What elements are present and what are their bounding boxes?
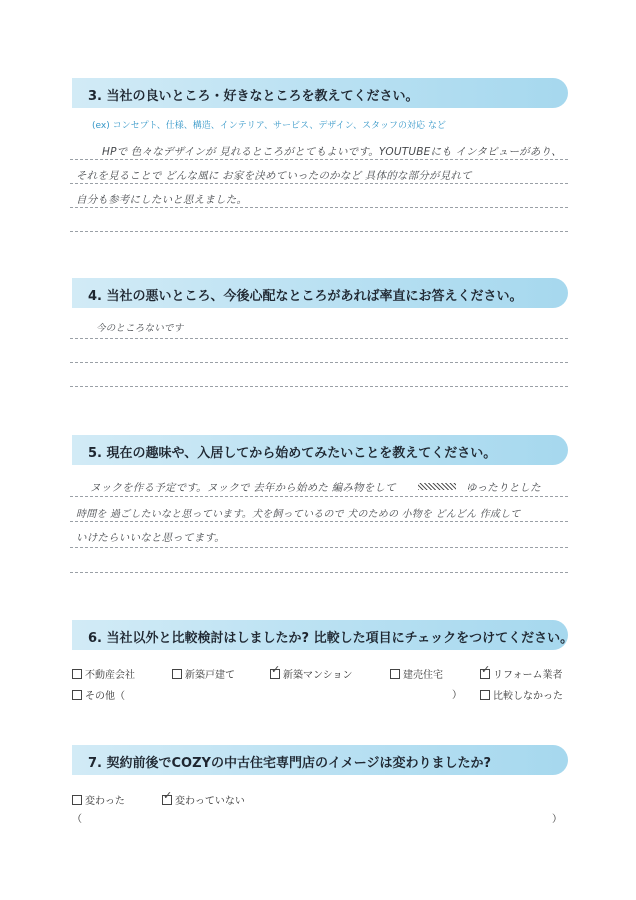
option-new-house[interactable] <box>172 666 235 681</box>
option-label: 建売住宅 <box>403 670 443 681</box>
option-label: 比較しなかった <box>493 691 563 702</box>
question-6-header <box>72 620 574 650</box>
question-5-answer-line-3: いけたらいいなと思ってます。 <box>76 532 225 544</box>
checkbox-checked[interactable] <box>162 795 172 805</box>
reason-close-paren: ） <box>552 814 562 825</box>
question-3-answer-line-2: それを見ることで どんな風に お家を決めていったのかなど 具体的な部分が見れて <box>76 170 472 182</box>
answer-rule <box>70 231 568 232</box>
question-3-title: 3. 当社の良いところ・好きなところを教えてください。 <box>88 89 419 104</box>
question-4-title: 4. 当社の悪いところ、今後心配なところがあれば率直にお答えください。 <box>88 289 523 304</box>
option-new-condominium[interactable] <box>270 666 353 681</box>
option-label: 新築マンション <box>283 670 353 681</box>
answer-rule <box>70 207 568 208</box>
question-5-header <box>72 435 568 465</box>
checkbox[interactable] <box>72 795 82 805</box>
option-label: 不動産会社 <box>85 670 135 681</box>
other-close-paren: ） <box>452 690 462 701</box>
reason-open-paren: （ <box>72 814 82 825</box>
question-4-answer-line-1: 今のところないです <box>96 323 184 334</box>
option-real-estate-company[interactable] <box>72 666 135 681</box>
option-label: 新築戸建て <box>185 670 235 681</box>
checkbox[interactable] <box>172 669 182 679</box>
checkbox-checked[interactable] <box>270 669 280 679</box>
question-3-header <box>72 78 568 108</box>
checkbox[interactable] <box>480 690 490 700</box>
option-changed[interactable] <box>72 792 125 807</box>
answer-rule <box>70 159 568 160</box>
checkbox[interactable] <box>390 669 400 679</box>
question-6-title: 6. 当社以外と比較検討はしましたか? 比較した項目にチェックをつけてください。 <box>88 631 574 646</box>
answer-rule <box>70 386 568 387</box>
question-3-answer-line-1: HPで 色々なデザインが 見れるところがとてもよいです。YOUTUBEにも インタビューがあり、 <box>102 146 562 158</box>
question-7-header <box>72 745 568 775</box>
option-not-changed[interactable] <box>162 792 245 807</box>
question-5-answer-line-1b: ゆったりとした <box>466 482 541 494</box>
checkbox-checked[interactable] <box>480 669 490 679</box>
option-label: 変わった <box>85 796 125 807</box>
question-5-answer-line-2: 時間を 過ごしたいなと思っています。犬を飼っているので 犬のための 小物を どんどん 作成して <box>76 509 521 520</box>
answer-rule <box>70 496 568 497</box>
option-other[interactable] <box>72 687 125 702</box>
option-label: その他（ <box>85 691 125 702</box>
crossed-out-word <box>418 483 456 490</box>
question-3-hint: (ex) コンセプト、仕様、構造、インテリア、サービス、デザイン、スタッフの対応 など <box>92 121 446 131</box>
answer-rule <box>70 183 568 184</box>
answer-rule <box>70 521 568 522</box>
checkbox[interactable] <box>72 690 82 700</box>
answer-rule <box>70 547 568 548</box>
question-7-title: 7. 契約前後でCOZYの中古住宅専門店のイメージは変わりましたか? <box>88 756 492 771</box>
question-5-answer-line-1: ヌックを作る予定です。ヌックで 去年から始めた 編み物をして <box>90 482 396 494</box>
option-label: リフォーム業者 <box>493 670 563 681</box>
option-did-not-compare[interactable] <box>480 687 563 702</box>
question-4-header <box>72 278 568 308</box>
option-built-for-sale-house[interactable] <box>390 666 443 681</box>
option-label: 変わっていない <box>175 796 245 807</box>
answer-rule <box>70 338 568 339</box>
option-renovation-company[interactable] <box>480 666 563 681</box>
checkbox[interactable] <box>72 669 82 679</box>
question-5-title: 5. 現在の趣味や、入居してから始めてみたいことを教えてください。 <box>88 446 497 461</box>
question-3-answer-line-3: 自分も参考にしたいと思えました。 <box>76 194 248 206</box>
answer-rule <box>70 362 568 363</box>
answer-rule <box>70 572 568 573</box>
